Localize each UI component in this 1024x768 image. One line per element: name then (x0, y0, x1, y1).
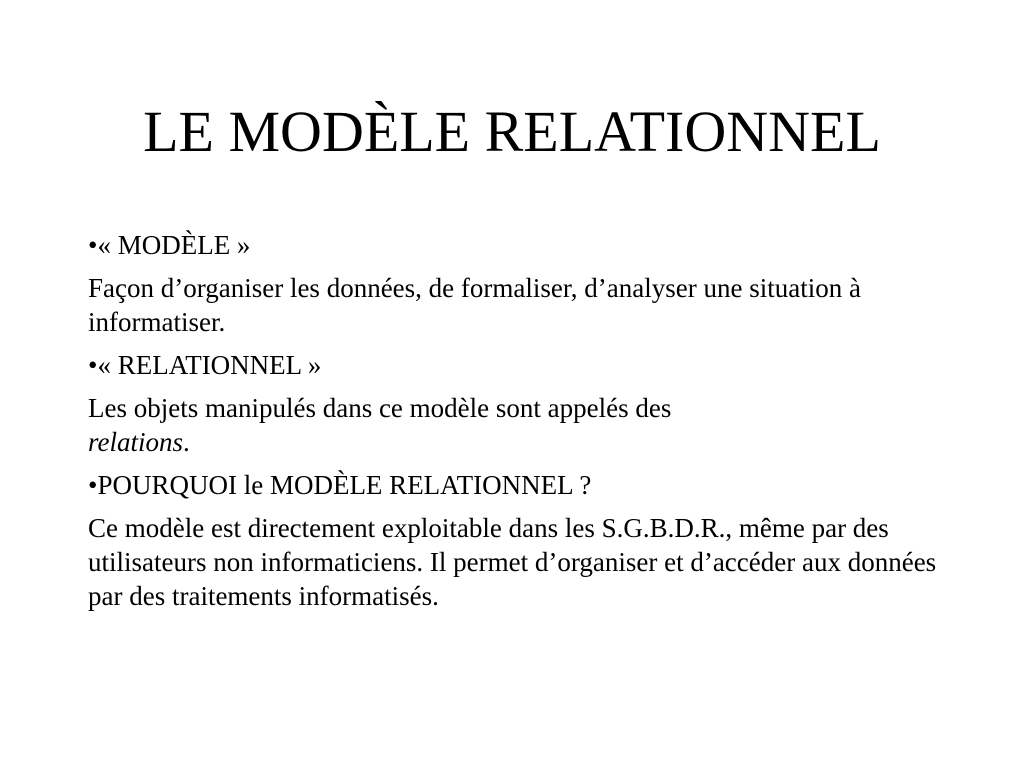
bullet-pourquoi: •POURQUOI le MODÈLE RELATIONNEL ? (88, 470, 592, 500)
slide-title: LE MODÈLE RELATIONNEL (143, 99, 881, 164)
bullet-modele: •« MODÈLE » (88, 230, 251, 260)
paragraph-relationnel (88, 391, 948, 459)
paragraph-pourquoi: Ce modèle est directement exploitable dans les S.G.B.D.R., même par des utilisateurs non informaticiens. Il permet d’organiser et d’accéder aux données par des traitements informatisés. (88, 513, 937, 611)
slide-body (88, 228, 948, 622)
paragraph-relationnel-text: Les objets manipulés dans ce modèle sont appelés des (88, 393, 672, 423)
bullet-relationnel: •« RELATIONNEL » (88, 350, 322, 380)
relations-italic: relations (88, 427, 184, 457)
paragraph-relationnel-end: . (183, 427, 190, 457)
paragraph-modele: Façon d’organiser les données, de formaliser, d’analyser une situation à informatiser. (88, 273, 861, 337)
